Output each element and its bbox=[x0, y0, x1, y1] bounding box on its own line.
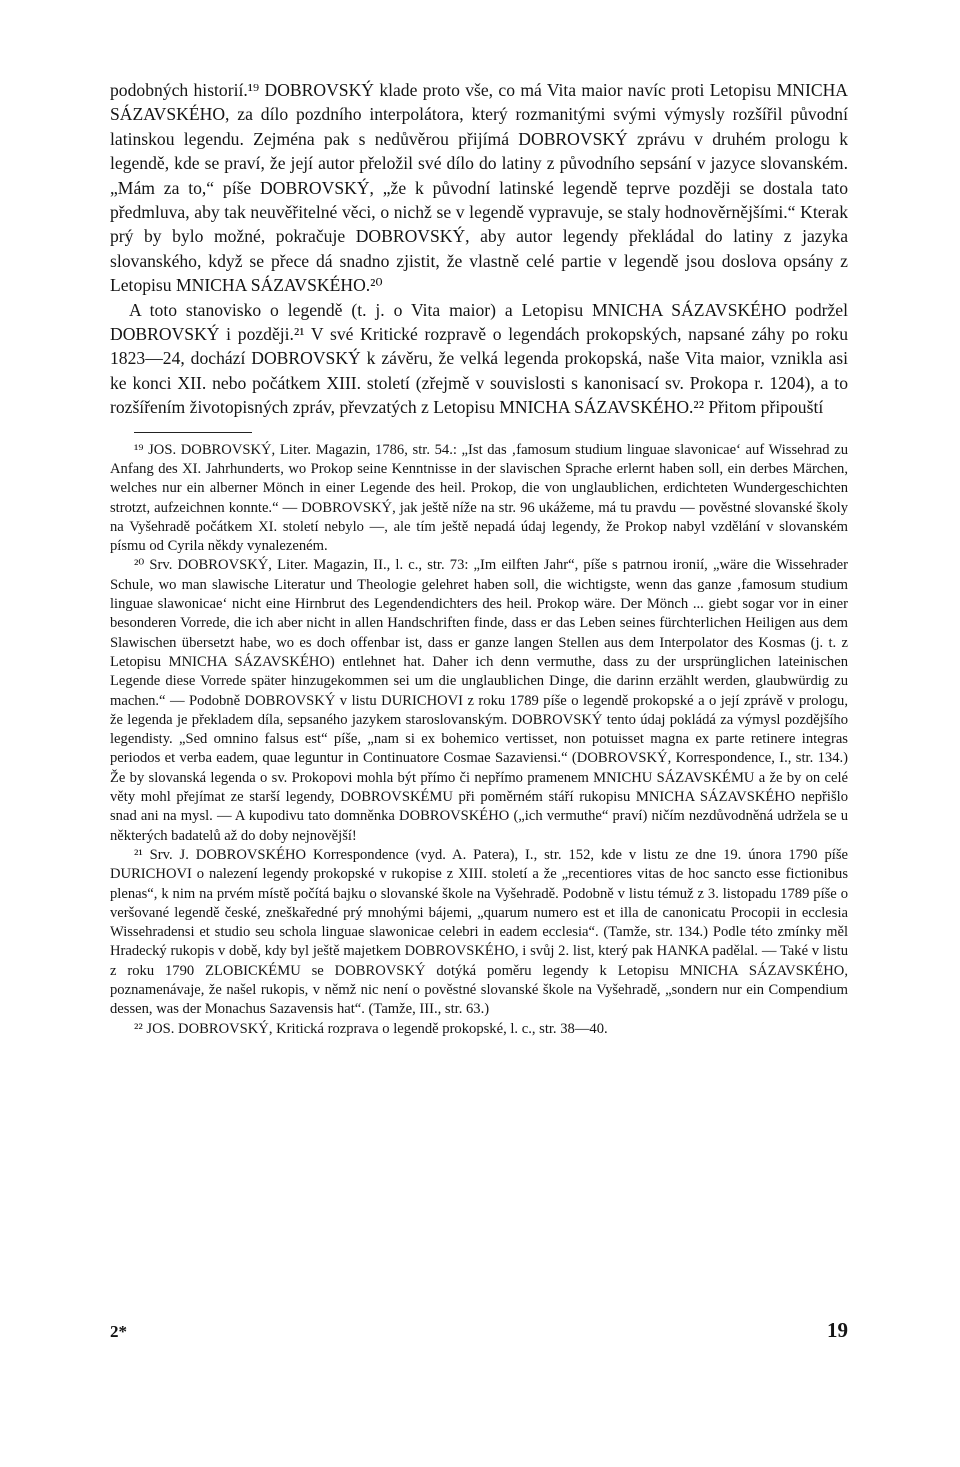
page-footer bbox=[110, 1318, 848, 1346]
main-text bbox=[110, 78, 848, 420]
page-number: 19 bbox=[827, 1318, 848, 1342]
footnote-separator bbox=[134, 432, 252, 433]
footnotes bbox=[110, 441, 848, 1039]
page bbox=[110, 78, 848, 1039]
paragraph-2: A toto stanovisko o legendě (t. j. o Vita maior) a Letopisu MNICHA SÁZAVSKÉHO podržel DOBROVSKÝ i později.²¹ V své Kritické rozpravě o legendách prokopských, napsané záhy po roku 1823—24, dochází DOBROVSKÝ k závěru, že velká legenda prokopská, naše Vita maior, vznikla asi ke konci XII. nebo počátkem XIII. století (zřejmě v souvislosti s kanonisací sv. Prokopa r. 1204), a to rozšířením životopisných zpráv, převzatých z Letopisu MNICHA SÁZAVSKÉHO.²² Přitom připouští bbox=[110, 299, 848, 418]
paragraph-1: podobných historií.¹⁹ DOBROVSKÝ klade proto vše, co má Vita maior navíc proti Letopisu MNICHA SÁZAVSKÉHO, za dílo pozdního interpolátora, který rozmanitými svými výmysly rozšířil původní latinskou legendu. Zejména pak s nedůvěrou přijímá DOBROVSKÝ zprávu v druhém prologu k legendě, kde se praví, že její autor přeložil své dílo do latiny z původního sepsání v jazyce slovanském. „Mám za to,“ píše DOBROVSKÝ, „že k původní latinské legendě teprve později se dostala tato předmluva, aby tak neuvěřitelné věci, o nichž se v legendě vypravuje, se staly hodnověrnějšími.“ Kterak prý by bylo možné, pokračuje DOBROVSKÝ, aby autor legendy překládal do latiny z jazyka slovanského, když se přece dá snadno zjistit, že vlastně celé partie v legendě jsou doslova opsány z Letopisu MNICHA SÁZAVSKÉHO.²⁰ bbox=[110, 80, 848, 296]
footnote-19: ¹⁹ JOS. DOBROVSKÝ, Liter. Magazin, 1786, str. 54.: „Ist das ‚famosum studium linguae slavonicae‘ auf Wissehrad zu Anfang des XI. Jahrhunderts, wo Prokop seine Kenntnisse in der slavischen Sprache erlernt haben soll, ein derbes Märchen, welches nur ein alberner Mönch in einer Legende des heil. Prokop, die von unglaublichen, erdichteten Wundergeschichten strotzt, aufzeichnen konnte.“ — DOBROVSKÝ, jak ještě níže na str. 96 ukážeme, má tu pravdu — pověstné slovanské školy na Vyšehradě počátkem XI. století nebylo —, ale tím ještě nepadá údaj legendy, že Prokop nabyl vzdělání v slovanském písmu od Cyrila někdy vynalezeném. bbox=[110, 441, 848, 555]
footnote-20: ²⁰ Srv. DOBROVSKÝ, Liter. Magazin, II., l. c., str. 73: „Im eilften Jahr“, píše s patrnou ironií, „wäre die Wissehrader Schule, wo man slawische Literatur und Theologie gelehret haben soll, die wichtigste, wenn das ganze ‚famosum studium linguae slawonicae‘ nicht eine Hirnbrut des Legendendichters des heil. Prokop wäre. Der Mönch ... giebt sogar vor in einer besonderen Vorrede, die ich aber nicht in allen Handschriften finde, dass er das Leben seines fürchterlichen Heiligen aus dem Slawischen übersetzt habe, wo es doch offenbar ist, dass er ganze langen Stellen aus dem Interpolator des Kosmas (j. t. z Letopisu MNICHA SÁZAVSKÉHO) entlehnet hat. Daher ich denn vermuthe, dass zu der ursprünglichen lateinischen Legende diese Vorrede später hinzugekommen sei um die unglaublichen Dinge, die darinn erzählt werden, glaubwürdig zu machen.“ — Podobně DOBROVSKÝ v listu DURICHOVI z roku 1789 píše o legendě prokopské a o její zprávě v prologu, že legenda je překladem díla, sepsaného jazykem staroslovanským. DOBROVSKÝ tento údaj pokládá za výmysl pozdějšího legendisty. „Sed omnino falsus est“ píše, „nam si ex bohemico vertisset, non potuisset magna ex parte retinere integras periodos et verba eadem, quae leguntur in Continuatore Cosmae Sazaviensi.“ (DOBROVSKÝ, Korrespondence, I., str. 134.) Že by slovanská legenda o sv. Prokopovi mohla být přímo či nepřímo pramenem MNICHU SÁZAVSKÉMU a že by on celé věty mohl přejímat ze starší legendy, DOBROVSKÉMU při poměrném stáří rukopisu MNICHA SÁZAVSKÉHO nepřišlo snad ani na mysl. — A kupodivu tato domněnka DOBROVSKÉHO („ich vermuthe“ praví) ničím nezdůvodněná udržela se u některých badatelů až do doby nejnovější! bbox=[110, 557, 848, 844]
footnote-22: ²² JOS. DOBROVSKÝ, Kritická rozprava o legendě prokopské, l. c., str. 38—40. bbox=[134, 1020, 608, 1037]
signature-mark: 2* bbox=[110, 1322, 127, 1341]
footnote-21: ²¹ Srv. J. DOBROVSKÉHO Korrespondence (vyd. A. Patera), I., str. 152, kde v listu ze dne 19. února 1790 píše DURICHOVI o nalezení legendy prokopské v rukopise z XIII. století a že „recentiores vitas de hoc sancto esse fictionibus plenas“, k nim na prvém místě počítá bajku o slovanské škole na Vyšehradě. Podobně v listu témuž z 3. listopadu 1789 píše o veršované legendě české, zneškaředné prý mnohými bájemi, „quarum numero est et illa de canonicatu Procopii in ecclesia Wissehradensi et studio seu schola linguae slawonicae celebri in eadem ecclesia“. (Tamže, str. 134.) Podle této zmínky měl Hradecký rukopis v době, kdy byl ještě majetkem DOBROVSKÉHO, i svůj 2. list, který pak HANKA padělal. — Také v listu z roku 1790 ZLOBICKÉMU se DOBROVSKÝ dotýká poměru legendy k Letopisu MNICHA SÁZAVSKÉHO, poznamenávaje, že našel rukopis, v němž nic není o pověstné slovanské škole na Vyšehradě, „sondern nur ein Compendium dessen, was der Monachus Sazavensis hat“. (Tamže, III., str. 63.) bbox=[110, 846, 848, 1018]
